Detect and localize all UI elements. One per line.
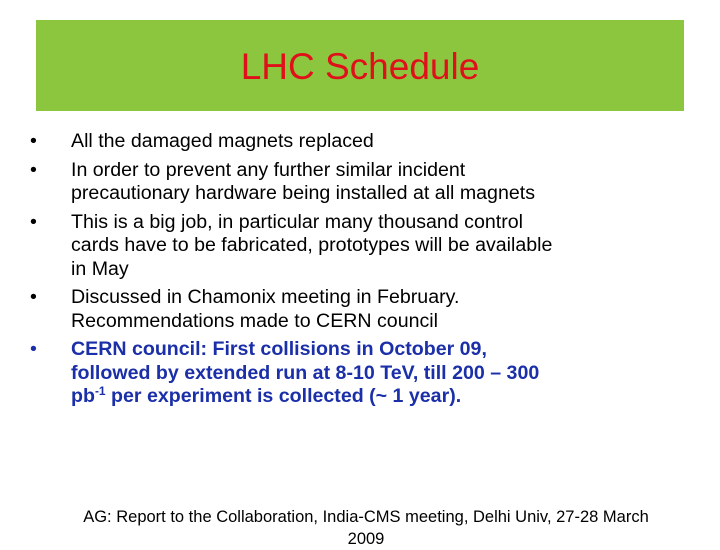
bullet-line: followed by extended run at 8-10 TeV, till 200 – 300 [71, 361, 540, 384]
bullet-item [30, 286, 690, 333]
bullet-line: All the damaged magnets replaced [71, 130, 374, 152]
bullet-item-highlight [30, 338, 690, 409]
footer-line: AG: Report to the Collaboration, India-CMS meeting, Delhi Univ, 27-28 March [83, 508, 649, 526]
bullet-item [30, 211, 690, 282]
bullet-line: in May [71, 257, 129, 280]
bullet-item [30, 130, 690, 154]
slide-title: LHC Schedule [240, 45, 480, 87]
bullet-line: This is a big job, in particular many thousand control [71, 210, 523, 233]
bullet-dot-icon: • [30, 130, 37, 152]
bullet-dot-icon: • [30, 158, 37, 181]
unit-superscript: -1 [94, 384, 106, 398]
bullet-dot-icon: • [30, 210, 37, 233]
bullet-dot-icon: • [30, 286, 37, 308]
bullet-line-rest: per experiment is collected (~ 1 year). [105, 385, 462, 407]
bullet-line: Discussed in Chamonix meeting in February. [71, 286, 460, 308]
bullet-list [30, 130, 690, 414]
bullet-item [30, 159, 690, 206]
footer [36, 506, 696, 550]
bullet-line: cards have to be fabricated, prototypes will be available [71, 234, 553, 256]
bullet-line: Recommendations made to CERN council [71, 309, 439, 332]
bullet-dot-icon: • [30, 338, 37, 360]
title-bar [36, 20, 684, 111]
bullet-line: CERN council: First collisions in October 09, [71, 338, 487, 360]
unit-pb: pb [71, 385, 95, 407]
bullet-line: precautionary hardware being installed at all magnets [71, 182, 535, 204]
bullet-line: In order to prevent any further similar incident [71, 158, 466, 181]
footer-year: 2009 [347, 530, 385, 548]
bullet-line [71, 385, 690, 409]
